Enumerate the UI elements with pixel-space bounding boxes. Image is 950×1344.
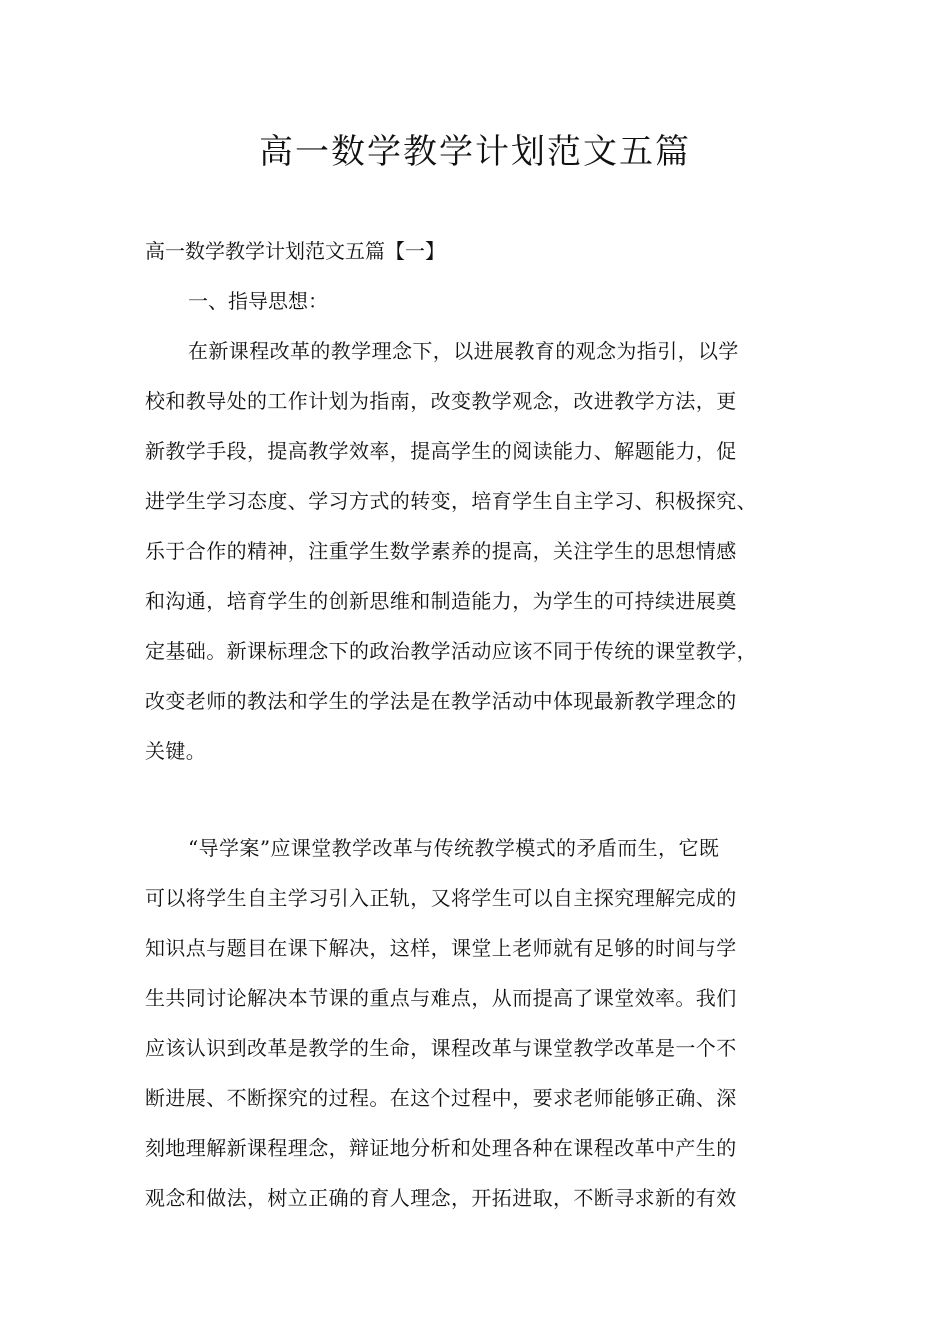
document-title: 高一数学教学计划范文五篇 xyxy=(259,132,691,172)
paragraph-line: “导学案”应课堂教学改革与传统教学模式的矛盾而生，它既 xyxy=(188,836,720,860)
paragraph-line: 关键。 xyxy=(145,739,207,763)
paragraph-1 xyxy=(145,336,813,786)
paragraph-line: 改变老师的教法和学生的学法是在教学活动中体现最新教学理念的 xyxy=(145,689,737,713)
paragraph-line: 观念和做法，树立正确的育人理念，开拓进取，不断寻求新的有效 xyxy=(145,1186,737,1210)
sub-heading-guiding-ideology: 一、指导思想： xyxy=(188,289,328,313)
paragraph-line: 定基础。新课标理念下的政治教学活动应该不同于传统的课堂教学， xyxy=(145,639,757,663)
section-heading: 高一数学教学计划范文五篇【一】 xyxy=(145,239,445,263)
paragraph-line: 和沟通，培育学生的创新思维和制造能力，为学生的可持续进展奠 xyxy=(145,589,737,613)
paragraph-line: 生共同讨论解决本节课的重点与难点，从而提高了课堂效率。我们 xyxy=(145,986,737,1010)
paragraph-2 xyxy=(145,833,813,1233)
paragraph-line: 乐于合作的精神，注重学生数学素养的提高，关注学生的思想情感 xyxy=(145,539,737,563)
paragraph-line: 进学生学习态度、学习方式的转变，培育学生自主学习、积极探究、 xyxy=(145,489,757,513)
paragraph-line: 断进展、不断探究的过程。在这个过程中，要求老师能够正确、深 xyxy=(145,1086,737,1110)
paragraph-line: 应该认识到改革是教学的生命，课程改革与课堂教学改革是一个不 xyxy=(145,1036,737,1060)
paragraph-line: 知识点与题目在课下解决，这样，课堂上老师就有足够的时间与学 xyxy=(145,936,737,960)
paragraph-line: 在新课程改革的教学理念下，以进展教育的观念为指引，以学 xyxy=(188,339,739,363)
paragraph-line: 刻地理解新课程理念，辩证地分析和处理各种在课程改革中产生的 xyxy=(145,1136,737,1160)
paragraph-line: 校和教导处的工作计划为指南，改变教学观念，改进教学方法，更 xyxy=(145,389,737,413)
paragraph-line: 可以将学生自主学习引入正轨，又将学生可以自主探究理解完成的 xyxy=(145,886,737,910)
paragraph-line: 新教学手段，提高教学效率，提高学生的阅读能力、解题能力，促 xyxy=(145,439,737,463)
